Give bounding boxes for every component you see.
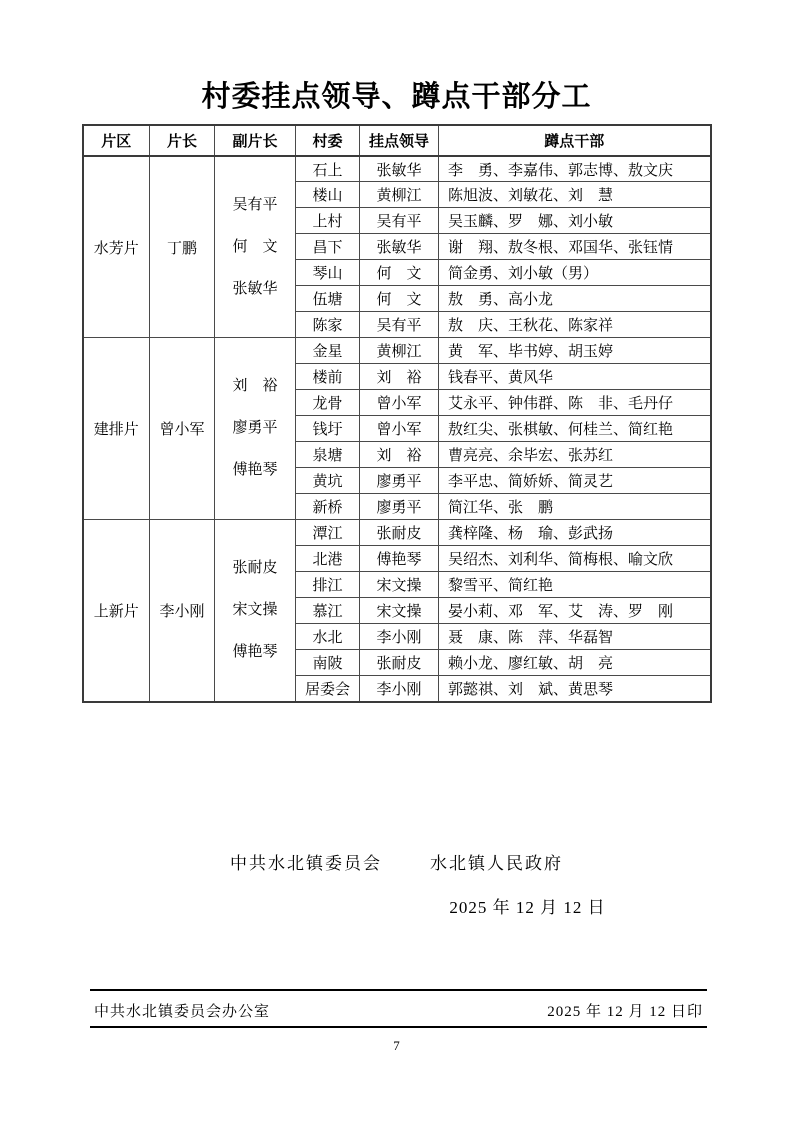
table-header-row: [83, 125, 711, 156]
cadres-cell: 简金勇、刘小敏（男）: [439, 260, 711, 286]
village-cell: 伍塘: [296, 286, 360, 312]
assigned-leader-cell: 廖勇平: [360, 494, 439, 520]
village-cell: 昌下: [296, 234, 360, 260]
cadres-cell: 吴玉麟、罗 娜、刘小敏: [439, 208, 711, 234]
deputies-cell: [215, 520, 296, 702]
table-row: [83, 338, 711, 364]
assigned-leader-cell: 张敏华: [360, 234, 439, 260]
assigned-leader-cell: 李小刚: [360, 624, 439, 650]
cadres-cell: 曹亮亮、余毕宏、张苏红: [439, 442, 711, 468]
cadres-cell: 吴绍杰、刘利华、简梅根、喻文欣: [439, 546, 711, 572]
header-assigned-leader: 挂点领导: [360, 125, 439, 156]
cadres-cell: 敖红尖、张棋敏、何桂兰、简红艳: [439, 416, 711, 442]
village-cell: 钱圩: [296, 416, 360, 442]
assigned-leader-cell: 黄柳江: [360, 182, 439, 208]
deputies-cell: [215, 338, 296, 520]
village-cell: 楼前: [296, 364, 360, 390]
deputy-name: 廖勇平: [232, 420, 278, 437]
cadres-cell: 艾永平、钟伟群、陈 非、毛丹仔: [439, 390, 711, 416]
signature-block: [0, 849, 793, 918]
village-cell: 黄坑: [296, 468, 360, 494]
deputy-name: 何 文: [232, 238, 278, 255]
assigned-leader-cell: 宋文操: [360, 572, 439, 598]
village-cell: 慕江: [296, 598, 360, 624]
cadres-cell: 李 勇、李嘉伟、郭志博、敖文庆: [439, 156, 711, 182]
assigned-leader-cell: 张耐皮: [360, 520, 439, 546]
assigned-leader-cell: 张耐皮: [360, 650, 439, 676]
signature-orgs: [0, 849, 793, 874]
page-number: 7: [393, 1038, 400, 1053]
village-cell: 新桥: [296, 494, 360, 520]
village-cell: 泉塘: [296, 442, 360, 468]
signature-org-committee: 中共水北镇委员会: [230, 853, 382, 873]
cadres-cell: 龚梓隆、杨 瑜、彭武扬: [439, 520, 711, 546]
chief-cell: 丁鹏: [150, 156, 215, 338]
signature-date: 2025 年 12 月 12 日: [449, 897, 606, 917]
assigned-leader-cell: 张敏华: [360, 156, 439, 182]
footer: [90, 989, 707, 1028]
assigned-leader-cell: 李小刚: [360, 676, 439, 702]
village-cell: 居委会: [296, 676, 360, 702]
region-cell: 水芳片: [83, 156, 150, 338]
village-cell: 北港: [296, 546, 360, 572]
cadres-cell: 钱春平、黄风华: [439, 364, 711, 390]
assigned-leader-cell: 何 文: [360, 260, 439, 286]
village-cell: 琴山: [296, 260, 360, 286]
header-deputy-chief: 副片长: [215, 125, 296, 156]
deputy-name: 吴有平: [232, 196, 278, 213]
cadres-cell: 敖 勇、高小龙: [439, 286, 711, 312]
assigned-leader-cell: 吴有平: [360, 312, 439, 338]
deputy-name-stack: [215, 157, 295, 338]
region-cell: 建排片: [83, 338, 150, 520]
chief-cell: 曾小军: [150, 338, 215, 520]
cadres-cell: 黄 军、毕书婷、胡玉婷: [439, 338, 711, 364]
cadres-cell: 谢 翔、敖冬根、邓国华、张钰情: [439, 234, 711, 260]
deputy-name: 张耐皮: [232, 560, 278, 577]
village-cell: 龙骨: [296, 390, 360, 416]
village-cell: 排江: [296, 572, 360, 598]
deputy-name: 张敏华: [232, 280, 278, 297]
village-cell: 石上: [296, 156, 360, 182]
table-row: [83, 156, 711, 182]
assigned-leader-cell: 曾小军: [360, 390, 439, 416]
footer-office: 中共水北镇委员会办公室: [94, 1004, 271, 1020]
assigned-leader-cell: 宋文操: [360, 598, 439, 624]
village-cell: 金星: [296, 338, 360, 364]
cadres-cell: 敖 庆、王秋花、陈家祥: [439, 312, 711, 338]
village-cell: 上村: [296, 208, 360, 234]
cadres-cell: 李平忠、简娇娇、简灵艺: [439, 468, 711, 494]
cadres-cell: 黎雪平、简红艳: [439, 572, 711, 598]
table-row: [83, 520, 711, 546]
chief-cell: 李小刚: [150, 520, 215, 702]
table-header: [83, 125, 711, 156]
assigned-leader-cell: 傅艳琴: [360, 546, 439, 572]
assigned-leader-cell: 刘 裕: [360, 442, 439, 468]
village-cell: 陈家: [296, 312, 360, 338]
deputy-name-stack: [215, 520, 295, 701]
assigned-leader-cell: 廖勇平: [360, 468, 439, 494]
footer-row: [90, 991, 707, 1026]
assigned-leader-cell: 黄柳江: [360, 338, 439, 364]
assigned-leader-cell: 吴有平: [360, 208, 439, 234]
signature-org-government: 水北镇人民政府: [430, 853, 563, 873]
cadres-cell: 聂 康、陈 萍、华磊智: [439, 624, 711, 650]
village-cell: 水北: [296, 624, 360, 650]
deputy-name: 傅艳琴: [232, 644, 278, 661]
footer-print-date: 2025 年 12 月 12 日印: [547, 1004, 703, 1020]
assigned-leader-cell: 曾小军: [360, 416, 439, 442]
village-cell: 潭江: [296, 520, 360, 546]
cadres-cell: 陈旭波、刘敏花、刘 慧: [439, 182, 711, 208]
village-cell: 楼山: [296, 182, 360, 208]
region-cell: 上新片: [83, 520, 150, 702]
deputy-name-stack: [215, 338, 295, 519]
header-stationed-cadres: 蹲点干部: [439, 125, 711, 156]
cadres-cell: 赖小龙、廖红敏、胡 亮: [439, 650, 711, 676]
village-cell: 南陂: [296, 650, 360, 676]
deputy-name: 宋文操: [232, 602, 278, 619]
header-chief: 片长: [150, 125, 215, 156]
deputy-name: 刘 裕: [232, 378, 278, 395]
cadres-cell: 郭懿祺、刘 斌、黄思琴: [439, 676, 711, 702]
deputies-cell: [215, 156, 296, 338]
cadres-cell: 简江华、张 鹏: [439, 494, 711, 520]
assigned-leader-cell: 何 文: [360, 286, 439, 312]
header-region: 片区: [83, 125, 150, 156]
page-title: 村委挂点领导、蹲点干部分工: [201, 81, 592, 113]
deputy-name: 傅艳琴: [232, 462, 278, 479]
assignment-table: [82, 124, 712, 703]
assignment-table-body: [83, 156, 711, 702]
header-village: 村委: [296, 125, 360, 156]
assigned-leader-cell: 刘 裕: [360, 364, 439, 390]
cadres-cell: 晏小莉、邓 军、艾 涛、罗 刚: [439, 598, 711, 624]
